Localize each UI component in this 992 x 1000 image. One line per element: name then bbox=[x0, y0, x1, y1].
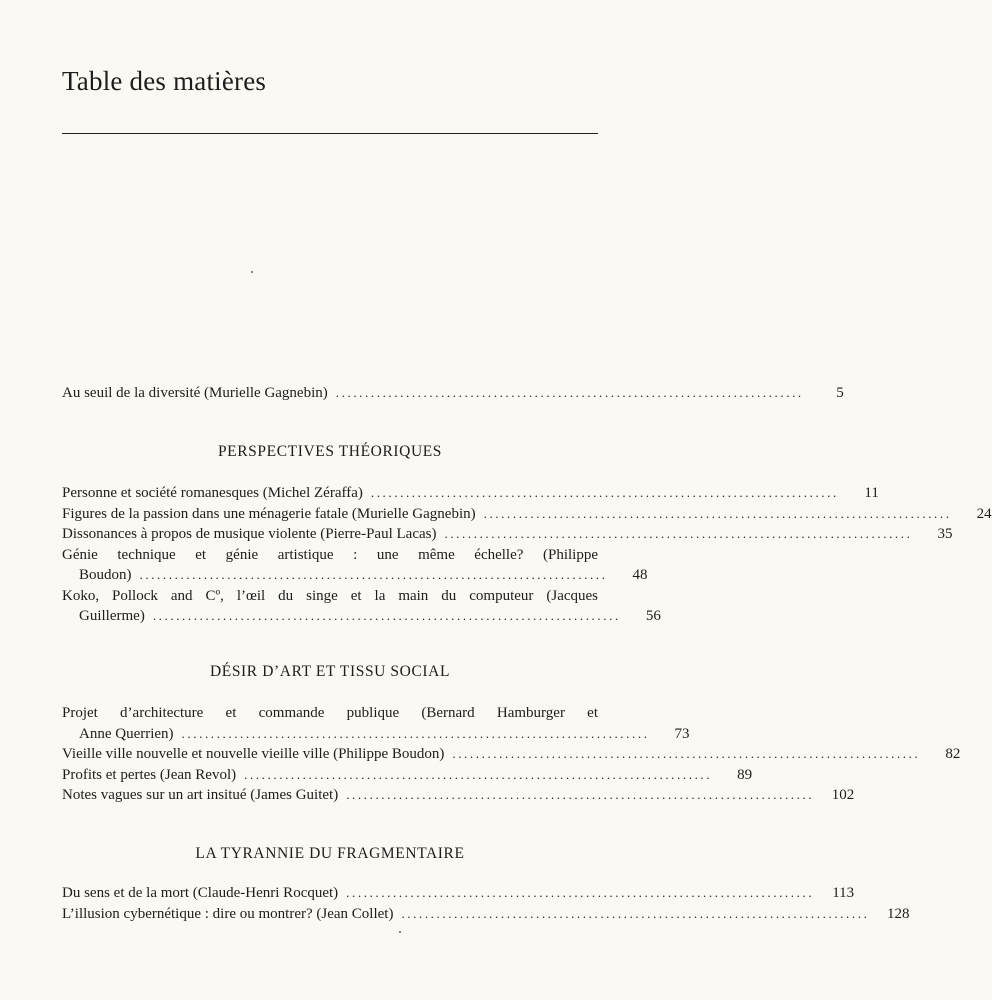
dot-leader: ................................................................................ bbox=[444, 526, 913, 541]
entry-title-first-line: Koko, Pollock and Cº, l’œil du singe et la main du computeur (Jacques bbox=[62, 587, 598, 604]
dot-leader: ................................................................................ bbox=[401, 905, 870, 921]
page-number: 113 bbox=[832, 885, 855, 901]
page-number: 82 bbox=[945, 746, 961, 762]
toc-entry bbox=[62, 383, 844, 404]
entry-line bbox=[62, 904, 910, 925]
paper-speck bbox=[251, 271, 253, 273]
entry-title: Anne Querrien) bbox=[79, 725, 174, 742]
entry-line bbox=[62, 883, 855, 904]
page-number: 89 bbox=[737, 766, 753, 783]
entry-title: Profits et pertes (Jean Revol) bbox=[62, 766, 237, 783]
dot-leader: ................................................................................ bbox=[181, 725, 650, 741]
entry-line bbox=[62, 483, 879, 504]
page-number: 128 bbox=[886, 905, 910, 922]
entry-title: Boudon) bbox=[79, 567, 132, 583]
section-heading: DÉSIR D’ART ET TISSU SOCIAL bbox=[209, 663, 451, 680]
entry-title: Notes vagues sur un art insitué (James Guitet) bbox=[62, 787, 339, 803]
entry-title-first-line: Projet d’architecture et commande publique (Bernard Hamburger et bbox=[62, 705, 598, 721]
entry-title: L’illusion cybernétique : dire ou montrer? (Jean Collet) bbox=[62, 905, 394, 922]
entry-title: Dissonances à propos de musique violente (Pierre-Paul Lacas) bbox=[62, 526, 437, 542]
entry-line bbox=[62, 504, 992, 525]
toc-entry bbox=[62, 586, 661, 627]
dot-leader: ................................................................................ bbox=[244, 766, 713, 782]
entry-title: Vieille ville nouvelle et nouvelle vieille ville (Philippe Boudon) bbox=[62, 746, 445, 762]
page-number: 102 bbox=[831, 787, 855, 803]
entry-line bbox=[62, 383, 844, 404]
entry-line bbox=[62, 524, 953, 545]
dot-leader: ................................................................................ bbox=[346, 787, 815, 802]
title-rule bbox=[62, 133, 598, 134]
toc-entry bbox=[62, 744, 961, 765]
page-number: 5 bbox=[836, 385, 844, 401]
entry-line bbox=[62, 606, 661, 627]
page-number: 24 bbox=[976, 505, 992, 522]
intro-list bbox=[62, 383, 844, 404]
toc-entry bbox=[62, 785, 855, 806]
section-list bbox=[62, 883, 910, 924]
toc-entry bbox=[62, 703, 690, 744]
toc-entry bbox=[62, 504, 992, 525]
entry-title: Guillerme) bbox=[79, 608, 145, 624]
dot-leader: ................................................................................ bbox=[152, 608, 621, 623]
page-number: 48 bbox=[632, 567, 648, 583]
toc-entry bbox=[62, 483, 879, 504]
entry-title: Personne et société romanesques (Michel Zéraffa) bbox=[62, 485, 363, 501]
entry-line bbox=[62, 724, 690, 745]
toc-entry bbox=[62, 883, 855, 904]
dot-leader: ................................................................................ bbox=[139, 567, 608, 582]
toc-entry bbox=[62, 904, 910, 925]
dot-leader: ................................................................................ bbox=[452, 746, 921, 761]
section-heading: PERSPECTIVES THÉORIQUES bbox=[217, 443, 443, 460]
section-list bbox=[62, 703, 961, 806]
paper-speck bbox=[399, 931, 401, 933]
entry-title-first-line: Génie technique et génie artistique : une même échelle? (Philippe bbox=[62, 546, 598, 563]
page-number: 73 bbox=[674, 725, 690, 742]
page-number: 11 bbox=[864, 485, 879, 501]
toc-entry bbox=[62, 545, 648, 586]
dot-leader: ................................................................................ bbox=[346, 885, 815, 900]
dot-leader: ................................................................................ bbox=[483, 505, 952, 521]
entry-line bbox=[62, 765, 753, 786]
entry-title: Figures de la passion dans une ménagerie fatale (Murielle Gagnebin) bbox=[62, 505, 476, 522]
entry-line bbox=[62, 744, 961, 765]
dot-leader: ................................................................................ bbox=[335, 385, 804, 400]
entry-line bbox=[62, 565, 648, 586]
page-number: 35 bbox=[937, 526, 953, 542]
toc-entry bbox=[62, 765, 753, 786]
dot-leader: ................................................................................ bbox=[370, 485, 839, 500]
entry-title: Au seuil de la diversité (Murielle Gagnebin) bbox=[62, 385, 328, 401]
entry-line bbox=[62, 785, 855, 806]
page-title: Table des matières bbox=[62, 66, 267, 96]
entry-title: Du sens et de la mort (Claude-Henri Rocquet) bbox=[62, 885, 339, 901]
page-number: 56 bbox=[645, 608, 661, 624]
section-heading: LA TYRANNIE DU FRAGMENTAIRE bbox=[195, 845, 465, 862]
toc-entry bbox=[62, 524, 953, 545]
section-list bbox=[62, 483, 992, 627]
